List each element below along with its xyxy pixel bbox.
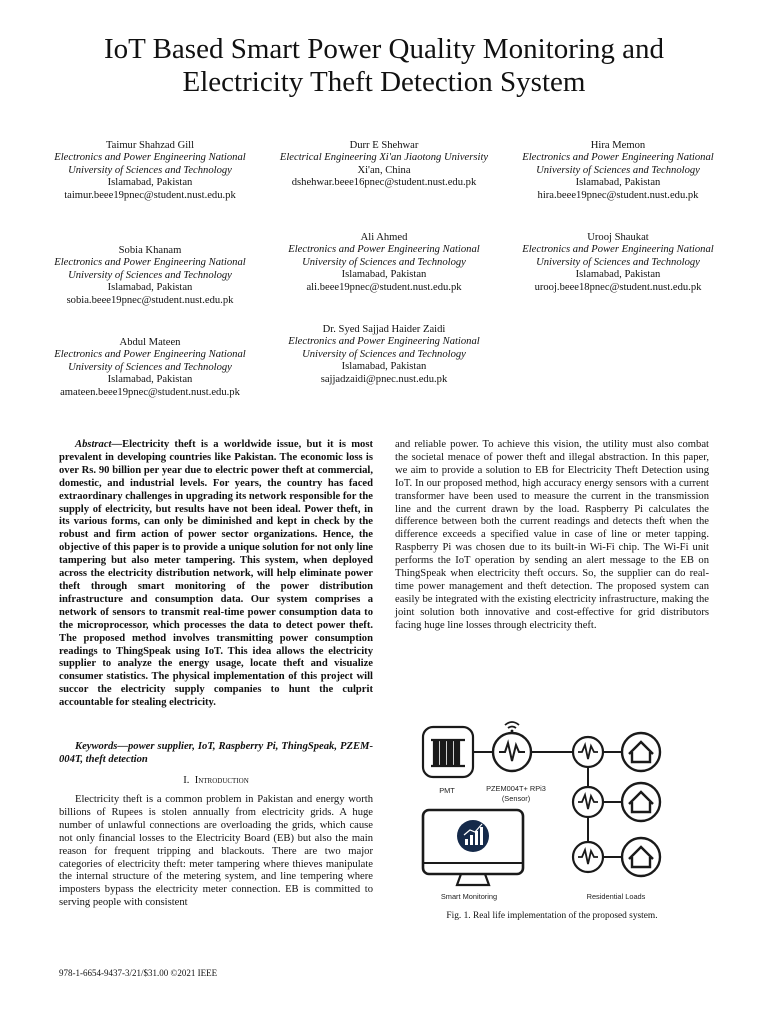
copyright-footer: 978-1-6654-9437-3/21/$31.00 ©2021 IEEE	[59, 968, 218, 978]
author-email[interactable]: hira.beee19pnec@student.nust.edu.pk	[537, 189, 699, 201]
house-icon	[622, 783, 660, 821]
author-location: Islamabad, Pakistan	[107, 374, 193, 386]
load-meter-icon	[573, 737, 603, 767]
author-block	[502, 232, 734, 294]
author-affiliation: Electronics and Power Engineering National University of Sciences and Technology	[54, 349, 246, 373]
author-location: Xi'an, China	[357, 164, 411, 176]
author-name: Urooj Shaukat	[587, 232, 649, 243]
monitor-icon	[423, 810, 523, 885]
right-column-text	[395, 439, 709, 633]
author-affiliation: Electronics and Power Engineering National University of Sciences and Technology	[522, 152, 714, 176]
abstract	[59, 439, 373, 710]
system-diagram	[413, 715, 703, 915]
author-email[interactable]: urooj.beee18pnec@student.nust.edu.pk	[534, 281, 702, 293]
house-icon	[622, 733, 660, 771]
author-email[interactable]: sajjadzaidi@pnec.nust.edu.pk	[320, 373, 448, 385]
load-meter-icon	[573, 787, 603, 817]
pmt-icon	[423, 727, 473, 777]
author-name: Sobia Khanam	[118, 245, 182, 256]
figure-caption: Fig. 1. Real life implementation of the proposed system.	[446, 911, 658, 921]
right-paragraph: and reliable power. To achieve this vision, the utility must also combat the societal menace of power theft and illegal abstraction. In this paper, we aim to provide a solution to EB for Electricity Theft Detection using IoT. In our proposed method, high accuracy energy sensors with a current transformer have been used to measure the current in the transmission line and the current drawn by the load. Raspberry Pi calculates the difference between both the current readings and detects theft when the difference exceeds a specified value in case of line or meter tapping. Raspberry Pi was chosen due to its built-in Wi-Fi chip. The Wi-Fi unit performs the IoT operation by sending an alert message to the EB on ThingSpeak when electricity theft occurs. So, the supplier can do real-time power management and theft detection. The proposed system can easily be integrated with the existing electricity infrastructure, making the joint solution both innovative and cost-effective for grid distributors facing huge line losses through electricity theft.	[395, 439, 709, 631]
author-email[interactable]: amateen.beee19pnec@student.nust.edu.pk	[60, 386, 240, 398]
label-sensor-sub: (Sensor)	[501, 794, 531, 803]
author-affiliation: Electronics and Power Engineering National University of Sciences and Technology	[54, 257, 246, 281]
title-line-1: IoT Based Smart Power Quality Monitoring and	[103, 33, 665, 65]
author-location: Islamabad, Pakistan	[107, 282, 193, 294]
keywords-text: Keywords—power supplier, IoT, Raspberry Pi, ThingSpeak, PZEM-004T, theft detection	[59, 741, 373, 765]
title-line-2: Electricity Theft Detection System	[182, 66, 586, 98]
author-name: Dr. Syed Sajjad Haider Zaidi	[322, 324, 446, 335]
author-name: Abdul Mateen	[119, 337, 181, 348]
load-meter-icon	[573, 842, 603, 872]
author-affiliation: Electronics and Power Engineering National University of Sciences and Technology	[522, 244, 714, 268]
label-sensor: PZEM004T+ RPi3	[486, 784, 546, 793]
author-name: Hira Memon	[590, 140, 646, 151]
author-block	[34, 245, 266, 307]
author-email[interactable]: dshehwar.beee16pnec@student.nust.edu.pk	[291, 177, 477, 189]
abstract-text: Electricity theft is a worldwide issue, but it is most prevalent in developing countries like Pakistan. The economic loss is over Rs. 90 billion per year due to electric power theft at commercial, domestic, and industrial levels. For years, the country has faced extraordinary challenges in upgrading its network responsible for the supply of electricity, but results have not been ideal. Power theft, in its various forms, can only be diminished and kept in check by the robust and firm action of power sector organizations. Hence, the objective of this paper is to provide a unique solution for not only line tampering but also meter tampering. This system, when deployed across the electricity distribution network, will help eliminate power theft through smart monitoring of the power distribution infrastructure and consumption data. Our system comprises a network of sensors to transmit real-time power consumption data to the microprocessor, which processes the data to detect power theft. The proposed method involves transmitting power consumption readings to ThingSpeak using IoT. This idea allows the electricity supplier to analyze the energy usage, locate theft and visualize consumer statistics. The physical implementation of this project will succor the electricity supply companies to hunt the culprit accountable for stealing electricity.	[59, 439, 373, 709]
author-affiliation: Electronics and Power Engineering National University of Sciences and Technology	[54, 152, 246, 176]
section-number: I.	[183, 775, 190, 786]
keywords	[59, 741, 373, 767]
abstract-dash: —	[111, 439, 123, 450]
section-heading	[59, 775, 373, 786]
author-block	[34, 337, 266, 399]
author-affiliation: Electrical Engineering Xi'an Jiaotong University	[279, 152, 489, 164]
author-email[interactable]: sobia.beee19pnec@student.nust.edu.pk	[66, 294, 234, 306]
author-location: Islamabad, Pakistan	[341, 269, 427, 281]
author-name: Taimur Shahzad Gill	[105, 140, 195, 151]
author-location: Islamabad, Pakistan	[107, 177, 193, 189]
label-loads: Residential Loads	[586, 892, 646, 901]
figure-1	[413, 715, 703, 915]
author-affiliation: Electronics and Power Engineering National University of Sciences and Technology	[288, 336, 480, 360]
author-name: Durr E Shehwar	[349, 140, 419, 151]
author-location: Islamabad, Pakistan	[575, 269, 661, 281]
label-monitoring: Smart Monitoring	[440, 892, 498, 901]
intro-text: Electricity theft is a common problem in Pakistan and energy worth billions of Rupees is stolen annually from electricity grids. A huge number of unlawful connections are overloading the grids, which cause not only financial losses to the Electricity Board (EB) but also the main reason for frequent tripping and blackouts. There are two major categories of electricity theft: meter tampering where thieves manipulate the internal structure of the metering system, and line tempering where imposters bypass the electricity meter connection. EB is committed to serving people with consistent	[59, 794, 373, 909]
intro-paragraph	[59, 794, 373, 910]
author-block	[268, 140, 500, 190]
abstract-lead: Abstract	[75, 439, 112, 450]
author-affiliation: Electronics and Power Engineering National University of Sciences and Technology	[288, 244, 480, 268]
author-location: Islamabad, Pakistan	[575, 177, 661, 189]
paper-title	[40, 33, 728, 99]
label-pmt: PMT	[439, 786, 455, 795]
author-block	[268, 232, 500, 294]
author-block	[34, 140, 266, 202]
author-block	[502, 140, 734, 202]
author-email[interactable]: taimur.beee19pnec@student.nust.edu.pk	[64, 189, 236, 201]
wifi-icon	[505, 722, 519, 732]
author-location: Islamabad, Pakistan	[341, 361, 427, 373]
section-title: Introduction	[194, 775, 249, 786]
author-block	[268, 324, 500, 386]
author-email[interactable]: ali.beee19pnec@student.nust.edu.pk	[306, 281, 462, 293]
house-icon	[622, 838, 660, 876]
author-name: Ali Ahmed	[360, 232, 408, 243]
sensor-icon	[493, 733, 531, 771]
